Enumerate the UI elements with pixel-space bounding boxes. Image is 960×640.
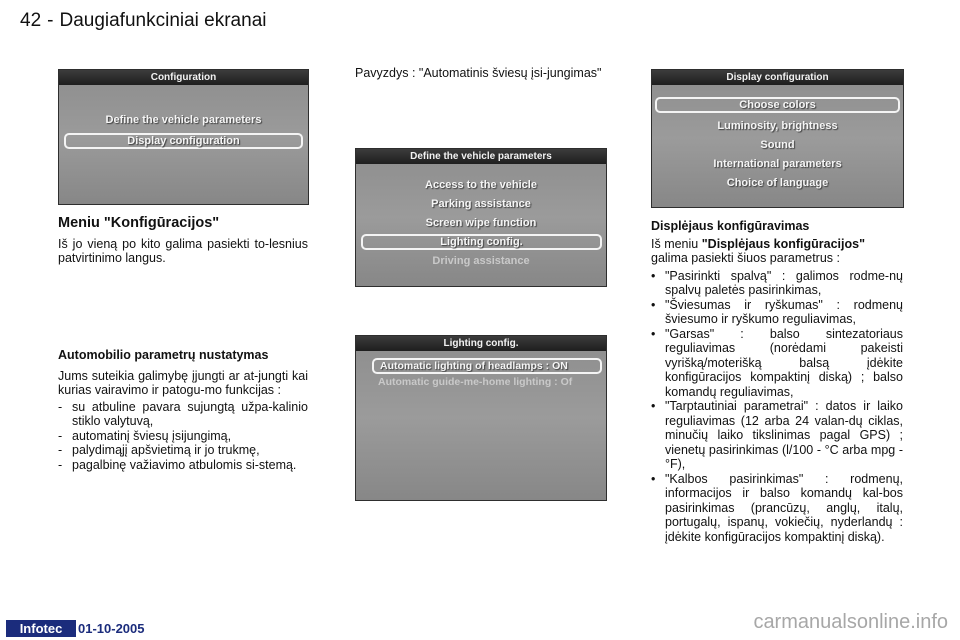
menu-item-sound[interactable]: Sound [760,139,795,151]
infotec-logo: Infotec [6,620,76,637]
bullet-marker: • [651,268,656,283]
menu-item-luminosity[interactable]: Luminosity, brightness [717,120,838,132]
list-item [651,472,903,545]
display-config-heading: Displėjaus konfigūravimas [651,219,810,233]
menu-item-lighting-config[interactable]: Lighting config. [361,234,602,250]
intro-prefix: Iš meniu [651,236,699,251]
list-item [651,269,903,298]
menu-item-access-vehicle[interactable]: Access to the vehicle [425,179,537,191]
list-item-text: su atbuline pavara sujungtą užpa-kalinio stiklo valytuvą, [72,399,308,428]
display-config-list [651,269,903,545]
list-item [651,298,903,327]
menu-item-choice-of-language[interactable]: Choice of language [726,177,829,189]
dash-marker: - [58,457,63,472]
display-config-section [651,219,903,544]
list-item-text: "Tarptautiniai parametrai" : datos ir laiko reguliavimas (12 arba 24 valan-dų ciklas, minučių laiko tikslinimas pagal GPS) ; vienetų pasirinkimas (l/100 - °C arba mpg - °F), [665,399,903,471]
bullet-marker: • [651,326,656,341]
footer-date: 01-10-2005 [78,621,145,636]
list-item-text: "Pasirinkti spalvą" : galimos rodme-nų spalvų paletės pasirinkimas, [665,268,903,297]
menu-heading: Meniu "Konfigūracijos" [58,215,220,231]
vehicle-parameters-screen [355,148,607,287]
list-item-text: "Šviesumas ir ryškumas" : rodmenų šviesumo ir ryškumo reguliavimas, [665,297,903,326]
intro-suffix: galima pasiekti šiuos parametrus : [651,251,840,265]
menu-item-driving-assistance[interactable]: Driving assistance [432,255,530,267]
list-item-text: pagalbinę važiavimo atbulomis si-stemą. [72,457,297,472]
list-item [58,458,308,473]
menu-item-guide-me-home[interactable]: Automatic guide-me-home lighting : Of [378,376,573,388]
list-item-text: palydimąjį apšvietimą ir jo trukmę, [72,443,260,457]
configuration-screen [58,69,309,205]
page-number: 42 [20,10,42,31]
menu-item-international-parameters[interactable]: International parameters [713,158,842,170]
vehicle-section [58,348,308,472]
page-header [20,10,272,32]
bullet-marker: • [651,297,656,312]
display-configuration-screen [651,69,904,208]
dash-marker: - [58,399,63,414]
intro-menu-name: "Displėjaus konfigūracijos" [701,236,866,251]
list-item [58,443,308,458]
watermark: carmanualsonline.info [753,611,948,633]
vehicle-body: Jums suteikia galimybę įjungti ar at-jungti kai kurias vairavimo ir patogu-mo funkcijas : [58,368,308,397]
menu-item-define-vehicle-parameters[interactable]: Define the vehicle parameters [105,114,262,126]
menu-item-auto-headlamps[interactable]: Automatic lighting of headlamps : ON [372,358,602,374]
menu-section [58,216,308,266]
dash-marker: - [58,443,63,457]
menu-item-choose-colors[interactable]: Choose colors [655,97,900,113]
menu-item-display-configuration[interactable]: Display configuration [64,133,303,149]
screen-title: Lighting config. [356,336,606,351]
list-item-text: "Kalbos pasirinkimas" : rodmenų, informacijos ir balso komandų kal-bos pasirinkimas (prancūzų, anglų, italų, portugalų, ispanų, vokiečių, nyderlandų : įdėkite konfigūracijos kompaktinį diską). [665,471,903,544]
vehicle-heading: Automobilio parametrų nustatymas [58,348,269,362]
lighting-config-screen [355,335,607,501]
page-title: Daugiafunkciniai ekranai [59,10,267,31]
menu-body: Iš jo vieną po kito galima pasiekti to-lesnius patvirtinimo langus. [58,236,308,265]
menu-item-screen-wipe[interactable]: Screen wipe function [425,217,537,229]
list-item [651,327,903,400]
list-item [58,429,308,444]
screen-title: Define the vehicle parameters [356,149,606,164]
screen-title: Display configuration [652,70,903,85]
example-caption: Pavyzdys : "Automatinis šviesų įsi-jungimas" [355,66,602,80]
menu-item-parking-assistance[interactable]: Parking assistance [431,198,531,210]
list-item [58,400,308,429]
bullet-marker: • [651,399,656,413]
bullet-marker: • [651,471,656,486]
dash-marker: - [58,428,63,443]
list-item-text: "Garsas" : balso sintezatoriaus reguliavimas (norėdami pakeisti vyrišką/moterišką balsą įdėkite konfigūracijos kompaktinį diską) ; balso komandų reguliavimas, [665,326,903,399]
list-item [651,399,903,472]
display-config-intro [651,237,903,266]
screen-title: Configuration [59,70,308,85]
vehicle-function-list [58,400,308,473]
list-item-text: automatinį šviesų įsijungimą, [72,428,232,443]
header-separator: - [47,10,54,31]
